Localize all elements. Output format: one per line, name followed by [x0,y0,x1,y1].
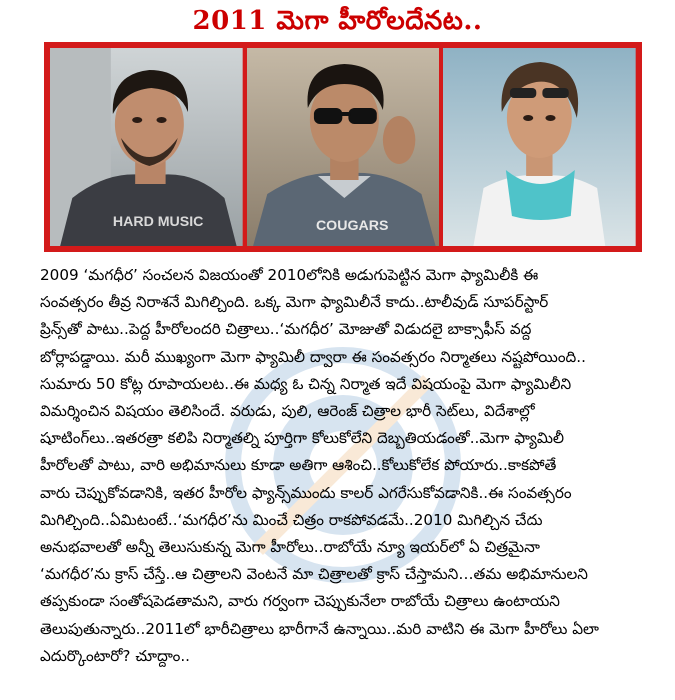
article-body [40,262,644,670]
article-line: ‘మగధీర’ను క్రాస్ చేస్తే..ఆ చిత్రాలని వెంటనే మా చిత్రాలతో క్రాస్ చేస్తామని…తమ అభిమానులని [40,565,588,584]
shirt-text-left: HARD MUSIC [112,213,204,229]
actor-portrait-icon [247,48,440,246]
photo-collage [44,42,642,252]
article-line: సుమారు 50 కోట్ల రూపాయలట..ఈ మధ్య ఓ చిన్న నిర్మాత ఇదే విషయంపై మెగా ఫ్యామిలీని [40,374,572,393]
article-line: హీరోలతో పాటు, వారి అభిమానులు కూడా అతిగా ఆశించి..కోలుకోలేక పోయారు..కాకపోతే [40,456,557,475]
article-line: తెలుపుతున్నారు..2011లో భారీచిత్రాలు భారీగానే ఉన్నాయి..మరి వాటిని ఈ మెగా హీరోలు ఏలా [40,619,599,638]
article-line: ప్రిన్స్‌తో పాటు..పెద్ద హీరోలందరి చిత్రాలు..‘మగధీర’ మోజుతో విడుదలై బాక్సాఫీస్ వద్ద [40,320,532,339]
article-line: బోర్లాపడ్డాయి. మరీ ముఖ్యంగా మెగా ఫ్యామిలీ ద్వారా ఈ సంవత్సరం నిర్మాతలు నష్టపోయింది.. [40,347,586,366]
article-line: అనుభవాలతో అన్నీ తెలుసుకున్న మెగా హీరోలు..రాబోయే న్యూ ఇయర్‌లో ఏ చిత్రమైనా [40,538,540,557]
article-headline: 2011 మెగా హీరోలదేనట.. [192,6,483,36]
article-line: సంవత్సరం తీవ్ర నిరాశనే మిగిల్చింది. ఒక్క మెగా ఫ్యామిలీనే కాదు..టాలీవుడ్ సూపర్‌స్టార్ [40,293,549,312]
article-line: వారు చెప్పుకోవడానికి, ఇతర హీరోల ఫ్యాన్స్‌ముందు కాలర్ ఎగరేసుకోవడానికి..ఈ సంవత్సరం [40,483,572,502]
shirt-text-middle: COUGARS [315,217,389,233]
actor-portrait-icon [50,48,243,246]
actor-photo-middle [247,48,440,246]
article-line: విమర్శించిన విషయం తెలిసిందే. వరుడు, పులి, ఆరెంజ్ చిత్రాల భారీ సెట్‌లు, విదేశాల్లో [40,402,535,421]
actor-portrait-icon [443,48,636,246]
article-line: షూటింగ్‌లు..ఇతరత్రా కలిపి నిర్మాతల్ని పూర్తిగా కోలుకోలేని దెబ్బతియడంతో..మెగా ఫ్యామిలీ [40,429,565,448]
actor-photo-right [443,48,636,246]
article-line: 2009 ‘మగధీర’ సంచలన విజయంతో 2010లోనికి అడుగుపెట్టిన మెగా ఫ్యామిలీకి ఈ [40,266,539,284]
article-line: ఎదుర్కొంటారో? చూద్దాం.. [40,646,190,665]
article-line: తప్పకుండా సంతోషపెడతామని, వారు గర్వంగా చెప్పుకునేలా రాబోయే చిత్రాలు ఉంటాయని [40,592,560,611]
article-line: మిగిల్చింది..ఏమిటంటే..‘మగధీర’ను మించే చిత్రం రాకపోవడమే..2010 మిగిల్చిన చేదు [40,510,543,529]
actor-photo-left [50,48,243,246]
